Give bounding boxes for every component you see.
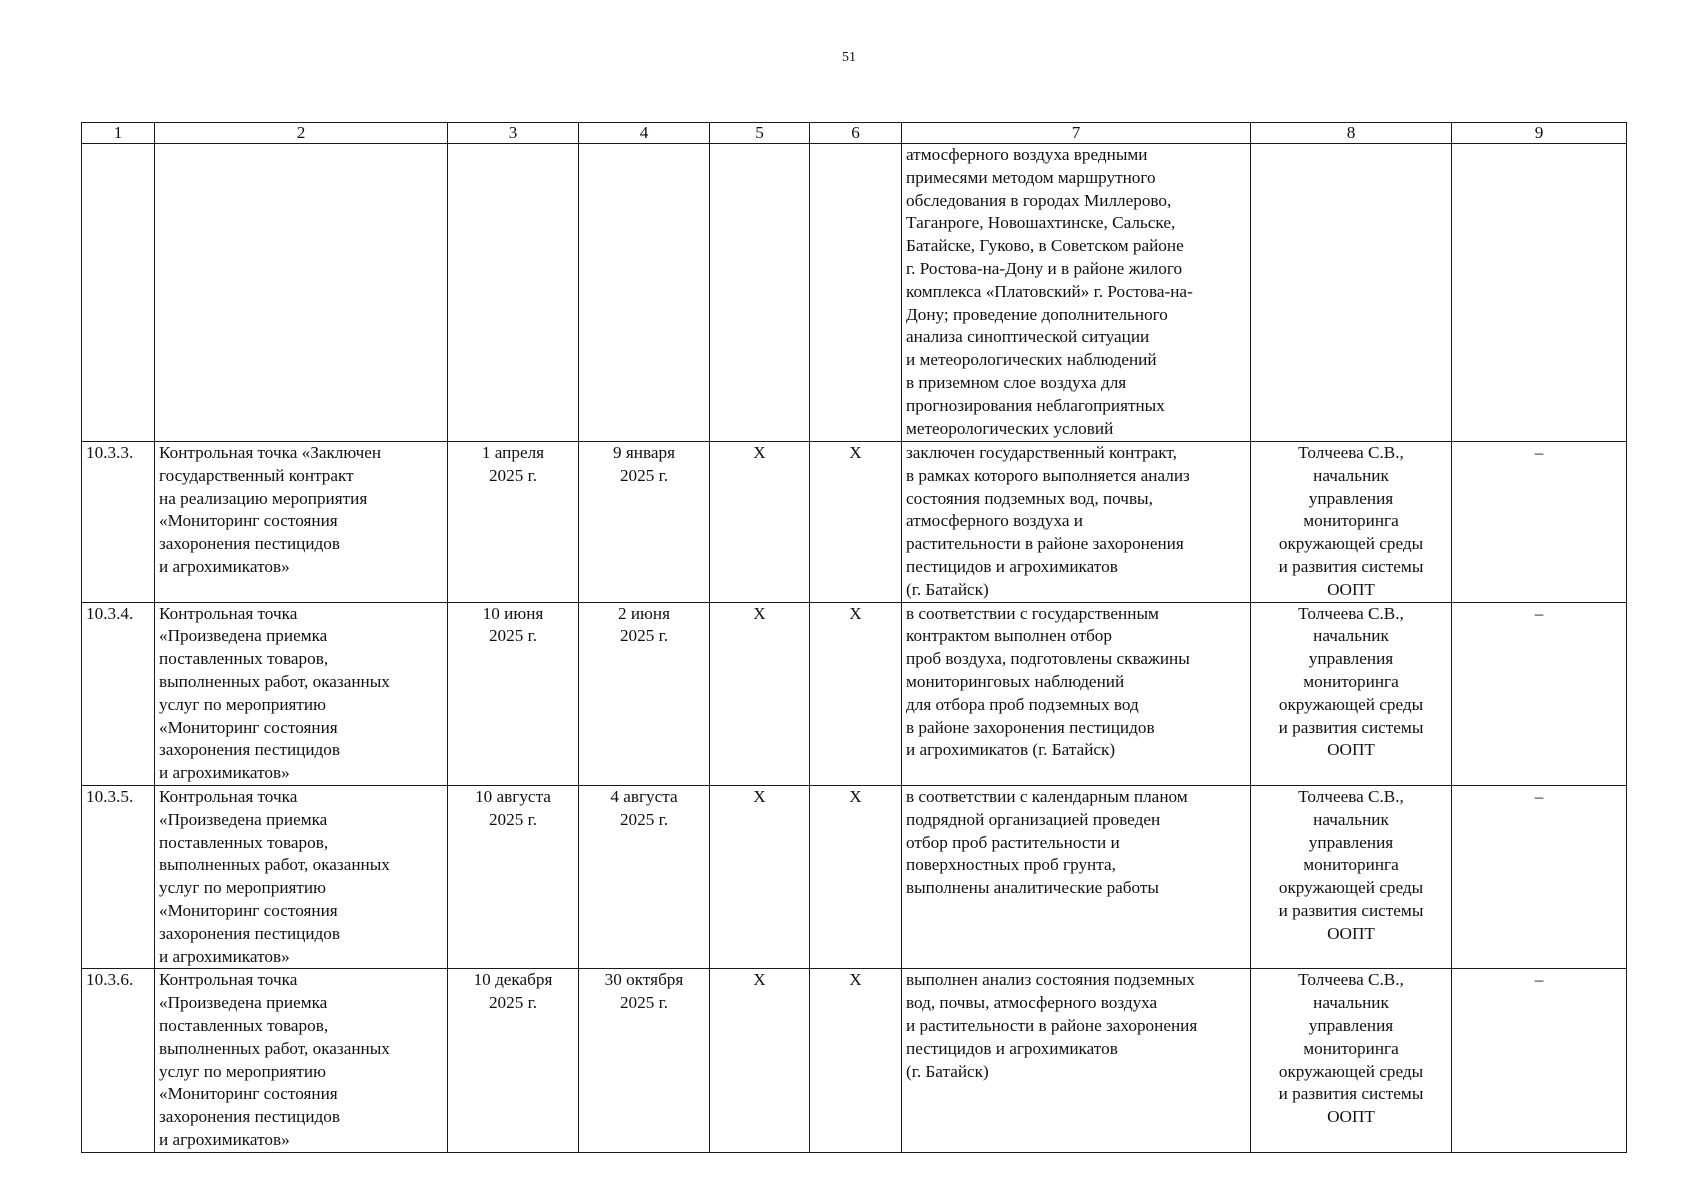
col6-mark: X	[810, 442, 902, 603]
column-number-row	[82, 123, 1627, 144]
result-cell-continued: атмосферного воздуха вредными примесями методом маршрутного обследования в городах Миллерово, Таганроге, Новошахтинске, Сальске, Батайске, Гуково, в Советском районе г. Ростова-на-Дону и в районе жилого комплекса «Платовский» г. Ростова-на- Дону; проведение дополнительного анализа синоптической ситуации и метеорологических наблюдений в приземном слое воздуха для прогнозирования неблагоприятных метеорологических условий	[902, 144, 1251, 442]
empty-cell	[82, 144, 155, 442]
col6-mark: X	[810, 969, 902, 1152]
responsible-person: Толчеева С.В., начальник управления мониторинга окружающей среды и развития системы ООПТ	[1251, 442, 1452, 603]
responsible-person: Толчеева С.В., начальник управления мониторинга окружающей среды и развития системы ООПТ	[1251, 602, 1452, 785]
row-number: 10.3.3.	[82, 442, 155, 603]
column-number: 6	[810, 123, 902, 144]
col5-mark: X	[710, 785, 810, 968]
planned-date: 1 апреля 2025 г.	[448, 442, 579, 603]
column-number: 2	[155, 123, 448, 144]
result-text: заключен государственный контракт, в рамках которого выполняется анализ состояния подземных вод, почвы, атмосферного воздуха и растительности в районе захоронения пестицидов и агрохимикатов (г. Батайск)	[902, 442, 1251, 603]
col9-dash: –	[1452, 785, 1627, 968]
table-row	[82, 442, 1627, 603]
page-number: 51	[842, 50, 856, 65]
actual-date: 4 августа 2025 г.	[579, 785, 710, 968]
actual-date: 2 июня 2025 г.	[579, 602, 710, 785]
empty-cell	[579, 144, 710, 442]
col5-mark: X	[710, 969, 810, 1152]
empty-cell	[1251, 144, 1452, 442]
column-number: 4	[579, 123, 710, 144]
empty-cell	[155, 144, 448, 442]
continuation-row	[82, 144, 1627, 442]
col5-mark: X	[710, 442, 810, 603]
responsible-person: Толчеева С.В., начальник управления мониторинга окружающей среды и развития системы ООПТ	[1251, 969, 1452, 1152]
planned-date: 10 июня 2025 г.	[448, 602, 579, 785]
col5-mark: X	[710, 602, 810, 785]
milestones-table	[81, 122, 1627, 1153]
col6-mark: X	[810, 785, 902, 968]
column-number: 9	[1452, 123, 1627, 144]
column-number: 8	[1251, 123, 1452, 144]
planned-date: 10 августа 2025 г.	[448, 785, 579, 968]
col6-mark: X	[810, 602, 902, 785]
milestone-name: Контрольная точка «Произведена приемка поставленных товаров, выполненных работ, оказанных услуг по мероприятию «Мониторинг состояния захоронения пестицидов и агрохимикатов»	[155, 602, 448, 785]
empty-cell	[710, 144, 810, 442]
milestone-name: Контрольная точка «Заключен государственный контракт на реализацию мероприятия «Мониторинг состояния захоронения пестицидов и агрохимикатов»	[155, 442, 448, 603]
milestone-name: Контрольная точка «Произведена приемка поставленных товаров, выполненных работ, оказанных услуг по мероприятию «Мониторинг состояния захоронения пестицидов и агрохимикатов»	[155, 969, 448, 1152]
milestone-name: Контрольная точка «Произведена приемка поставленных товаров, выполненных работ, оказанных услуг по мероприятию «Мониторинг состояния захоронения пестицидов и агрохимикатов»	[155, 785, 448, 968]
actual-date: 9 января 2025 г.	[579, 442, 710, 603]
column-number: 7	[902, 123, 1251, 144]
col9-dash: –	[1452, 602, 1627, 785]
col9-dash: –	[1452, 969, 1627, 1152]
actual-date: 30 октября 2025 г.	[579, 969, 710, 1152]
planned-date: 10 декабря 2025 г.	[448, 969, 579, 1152]
row-number: 10.3.5.	[82, 785, 155, 968]
table-row	[82, 969, 1627, 1152]
column-number: 1	[82, 123, 155, 144]
column-number: 5	[710, 123, 810, 144]
row-number: 10.3.6.	[82, 969, 155, 1152]
empty-cell	[1452, 144, 1627, 442]
result-text: в соответствии с государственным контрактом выполнен отбор проб воздуха, подготовлены скважины мониторинговых наблюдений для отбора проб подземных вод в районе захоронения пестицидов и агрохимикатов (г. Батайск)	[902, 602, 1251, 785]
column-number: 3	[448, 123, 579, 144]
table-row	[82, 602, 1627, 785]
result-text: выполнен анализ состояния подземных вод, почвы, атмосферного воздуха и растительности в районе захоронения пестицидов и агрохимикатов (г. Батайск)	[902, 969, 1251, 1152]
table-row	[82, 785, 1627, 968]
responsible-person: Толчеева С.В., начальник управления мониторинга окружающей среды и развития системы ООПТ	[1251, 785, 1452, 968]
empty-cell	[448, 144, 579, 442]
row-number: 10.3.4.	[82, 602, 155, 785]
col9-dash: –	[1452, 442, 1627, 603]
result-text: в соответствии с календарным планом подрядной организацией проведен отбор проб растительности и поверхностных проб грунта, выполнены аналитические работы	[902, 785, 1251, 968]
empty-cell	[810, 144, 902, 442]
